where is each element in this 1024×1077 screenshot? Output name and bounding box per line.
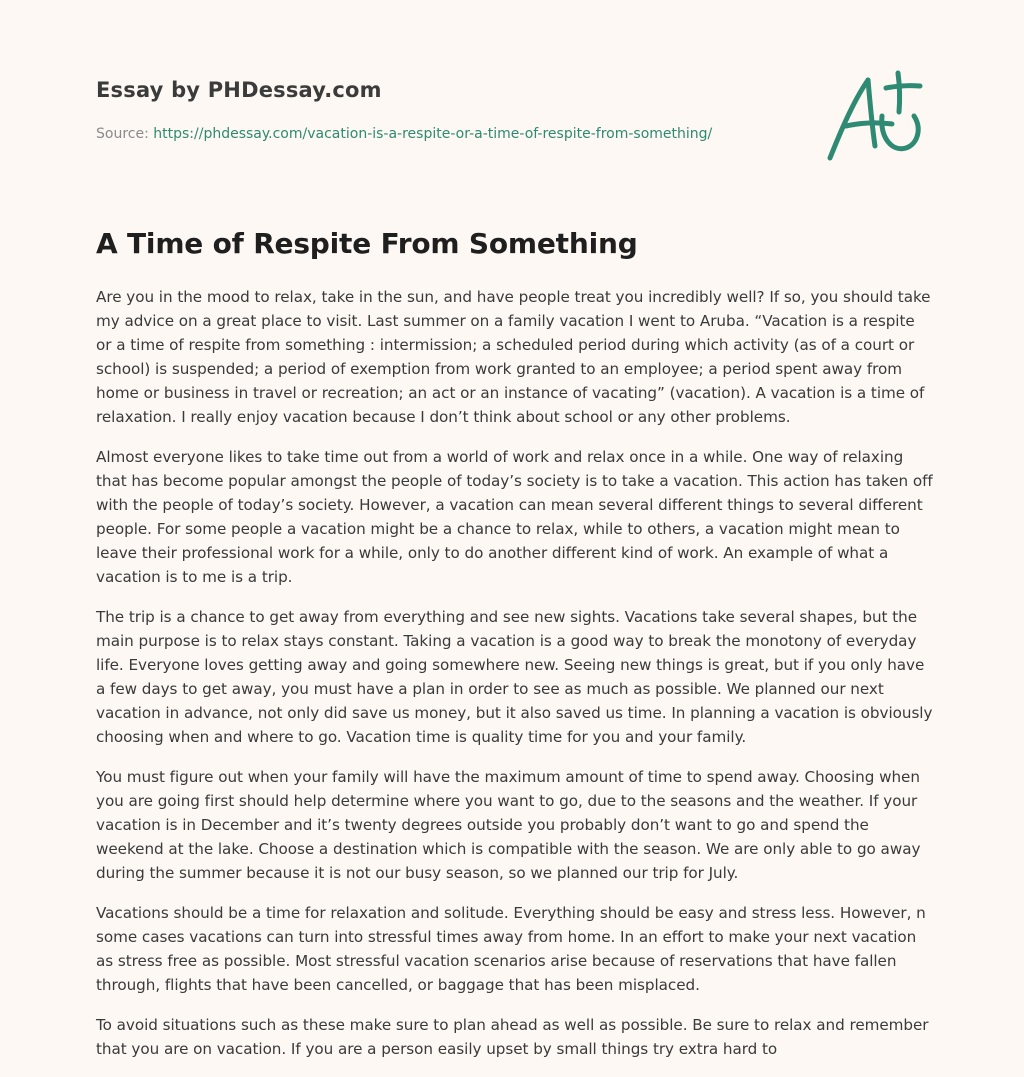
essay-paragraph: You must figure out when your family will have the maximum amount of time to spend away. Choosing when you are going first should help determine where you want to go, due to the seasons and the weather. If your vacation is in December and it’s twenty degrees outside you probably don’t want to go and spend the weekend at the lake. Choose a destination which is compatible with the season. We are only able to go away during the summer because it is not our busy season, so we planned our trip for July.	[96, 768, 921, 882]
a-plus-logo-icon	[820, 68, 930, 166]
essay-body	[96, 285, 934, 1077]
source-label: Source:	[96, 126, 154, 142]
essay-title: A Time of Respite From Something	[96, 227, 638, 260]
essay-paragraph: Are you in the mood to relax, take in the sun, and have people treat you incredibly well? If so, you should take my advice on a great place to visit. Last summer on a family vacation I went to Aruba. “Vacation is a respite or a time of respite from something : intermission; a scheduled period during which activity (as of a court or school) is suspended; a period of exemption from work granted to an employee; a period spent away from home or business in travel or recreation; an act or an instance of vacating” (vacation). A vacation is a time of relaxation. I really enjoy vacation because I don’t think about school or any other problems.	[96, 288, 931, 426]
essay-header	[96, 76, 796, 142]
source-link[interactable]: https://phdessay.com/vacation-is-a-respite-or-a-time-of-respite-from-something/	[153, 126, 713, 142]
brand-title: Essay by PHDessay.com	[96, 78, 382, 102]
essay-paragraph: Vacations should be a time for relaxation and solitude. Everything should be easy and stress less. However, n some cases vacations can turn into stressful times away from home. In an effort to make your next vacation as stress free as possible. Most stressful vacation scenarios arise because of reservations that have fallen through, flights that have been cancelled, or baggage that has been misplaced.	[96, 904, 926, 994]
essay-paragraph: To avoid situations such as these make sure to plan ahead as well as possible. Be sure to relax and remember that you are on vacation. If you are a person easily upset by small things try extra hard to	[96, 1016, 929, 1058]
essay-paragraph: The trip is a chance to get away from everything and see new sights. Vacations take several shapes, but the main purpose is to relax stays constant. Taking a vacation is a good way to break the monotony of everyday life. Everyone loves getting away and going somewhere new. Seeing new things is great, but if you only have a few days to get away, you must have a plan in order to see as much as possible. We planned our next vacation in advance, not only did save us money, but it also saved us time. In planning a vacation is obviously choosing when and where to go. Vacation time is quality time for you and your family.	[96, 608, 933, 746]
source-line	[96, 124, 712, 144]
essay-paragraph: Almost everyone likes to take time out from a world of work and relax once in a while. One way of relaxing that has become popular amongst the people of today’s society is to take a vacation. This action has taken off with the people of today’s society. However, a vacation can mean several different things to several different people. For some people a vacation might be a chance to relax, while to others, a vacation might mean to leave their professional work for a while, only to do another different kind of work. An example of what a vacation is to me is a trip.	[96, 448, 933, 586]
